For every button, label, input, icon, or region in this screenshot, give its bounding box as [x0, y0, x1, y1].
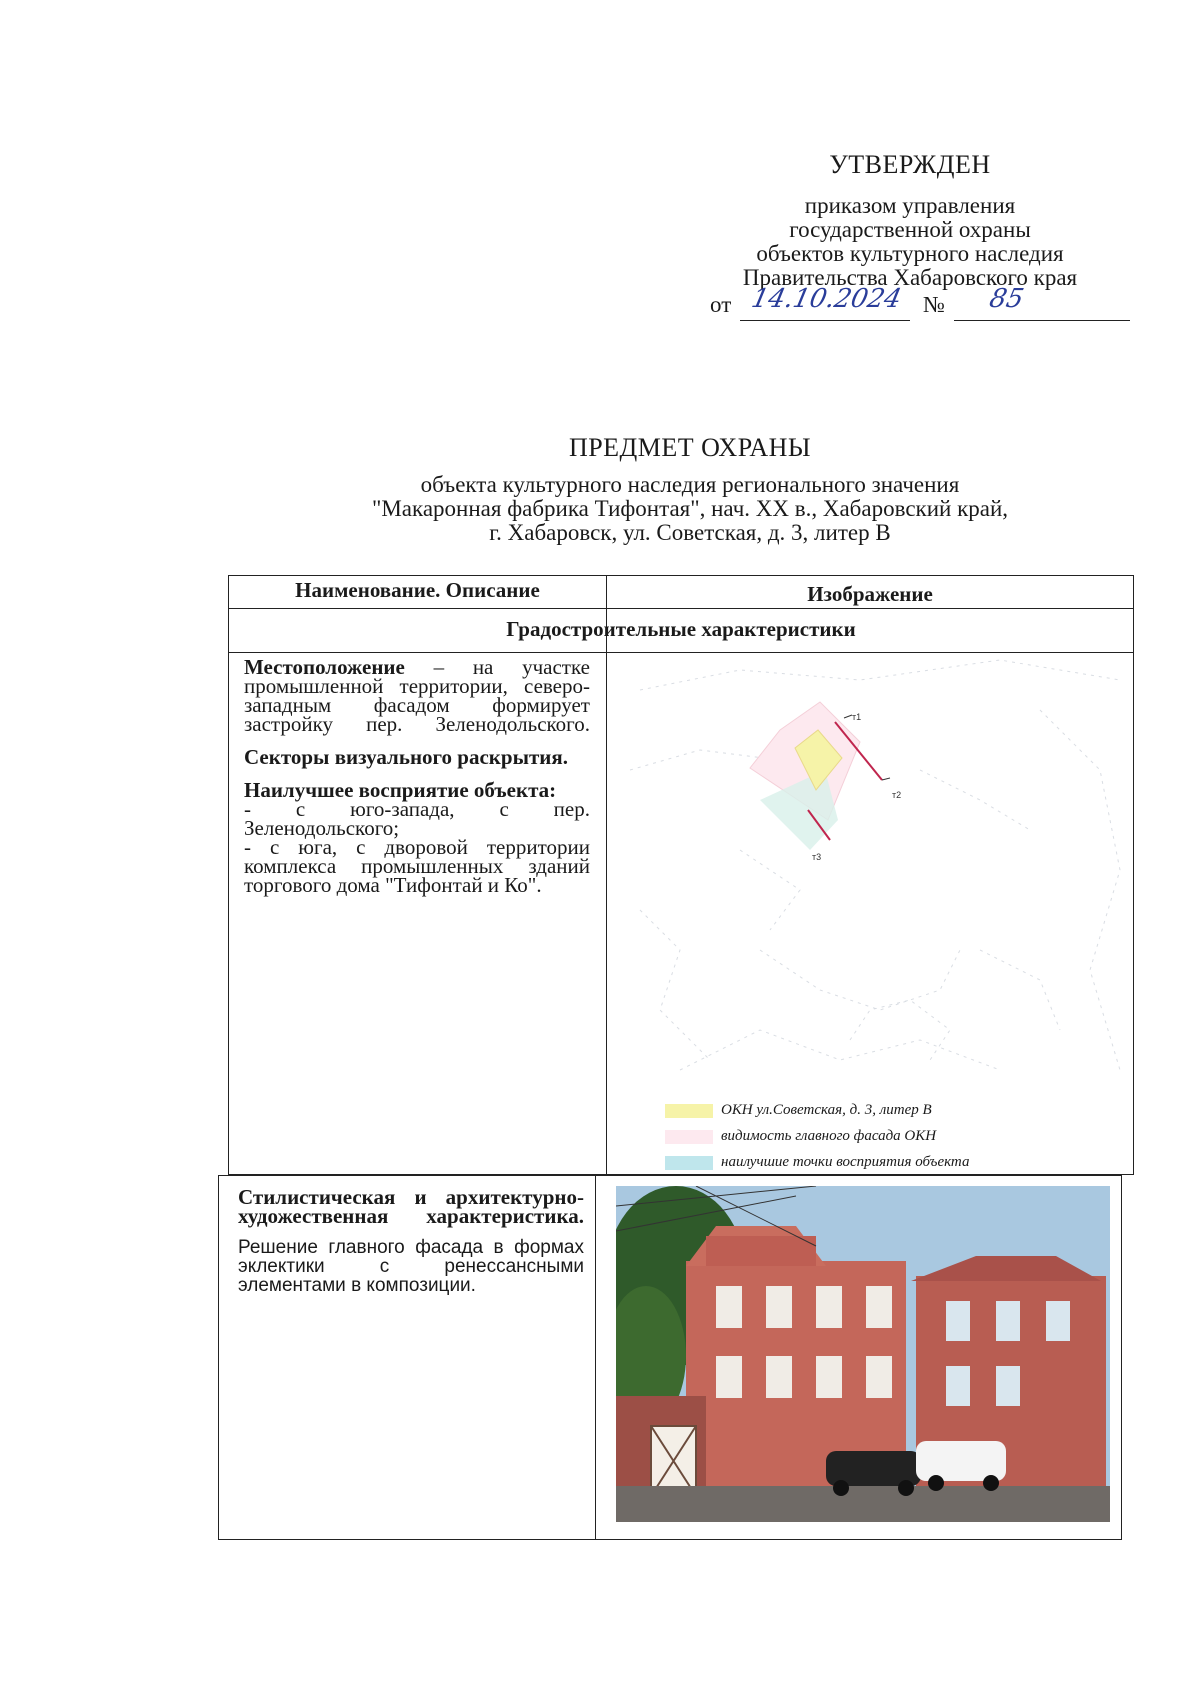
row1-description — [244, 655, 590, 897]
style-title: Стилистическая и архитектурно-художественная характеристика. — [238, 1185, 584, 1228]
date-underline — [740, 320, 910, 321]
survey-point-label: т3 — [812, 852, 822, 862]
style-text: Решение главного фасада в формах эклектики с ренессансными элементами в композиции. — [238, 1237, 584, 1296]
approval-line: государственной охраны — [789, 217, 1031, 242]
legend-label: ОКН ул.Советская, д. 3, литер В — [721, 1102, 932, 1118]
visual-sectors-map — [620, 650, 1130, 1090]
approval-line: приказом управления — [804, 193, 1016, 218]
best-perception-title: Наилучшее восприятие объекта: — [244, 778, 557, 802]
title-heading: ПРЕДМЕТ ОХРАНЫ — [568, 433, 812, 462]
handwritten-number: 85 — [986, 284, 1027, 314]
number-underline — [954, 320, 1130, 321]
best-perception-item: - с юго-запада, с пер. Зеленодольского; — [244, 797, 590, 840]
legend-swatch — [665, 1130, 713, 1144]
legend-label: видимость главного фасада ОКН — [721, 1128, 937, 1144]
legend-swatch — [665, 1156, 713, 1170]
best-perception-item: - с юга, с дворовой территории комплекса промышленных зданий торгового дома "Тифонтай и Ко". — [244, 835, 590, 897]
column-header-description: Наименование. Описание — [295, 578, 540, 602]
building-photo — [616, 1186, 1110, 1522]
document-title — [290, 433, 1090, 545]
legend-swatch — [665, 1104, 713, 1118]
section-header-urban: Градостроительные характеристики — [506, 617, 856, 641]
row-divider — [229, 608, 1133, 609]
location-text: – на участке промышленной территории, северо-западным фасадом формирует застройку пер. Зеленодольского. — [244, 655, 590, 736]
column-header-image: Изображение — [807, 582, 933, 606]
sectors-title: Секторы визуального раскрытия. — [244, 745, 569, 769]
survey-point-label: т1 — [852, 712, 862, 722]
approval-line: объектов культурного наследия — [756, 241, 1064, 266]
title-line: г. Хабаровск, ул. Советская, д. 3, литер В — [489, 520, 891, 545]
title-line: "Макаронная фабрика Тифонтая", нач. XX в., Хабаровский край, — [371, 496, 1009, 521]
map-background-lines — [630, 660, 1120, 1070]
approval-line: Правительства Хабаровского края — [742, 265, 1078, 290]
survey-point-label: т2 — [892, 790, 902, 800]
date-label: от — [710, 292, 732, 317]
column-divider — [606, 652, 607, 1174]
title-line: объекта культурного наследия регионального значения — [420, 472, 960, 497]
approval-heading: УТВЕРЖДЕН — [829, 150, 991, 179]
column-divider — [595, 1176, 596, 1539]
location-title: Местоположение — [244, 655, 405, 679]
legend-label: наилучшие точки восприятия объекта — [721, 1154, 970, 1170]
row2-description — [238, 1185, 584, 1296]
number-label: № — [923, 292, 945, 317]
approval-block — [700, 150, 1120, 290]
handwritten-date: 14.10.2024 — [748, 284, 905, 314]
